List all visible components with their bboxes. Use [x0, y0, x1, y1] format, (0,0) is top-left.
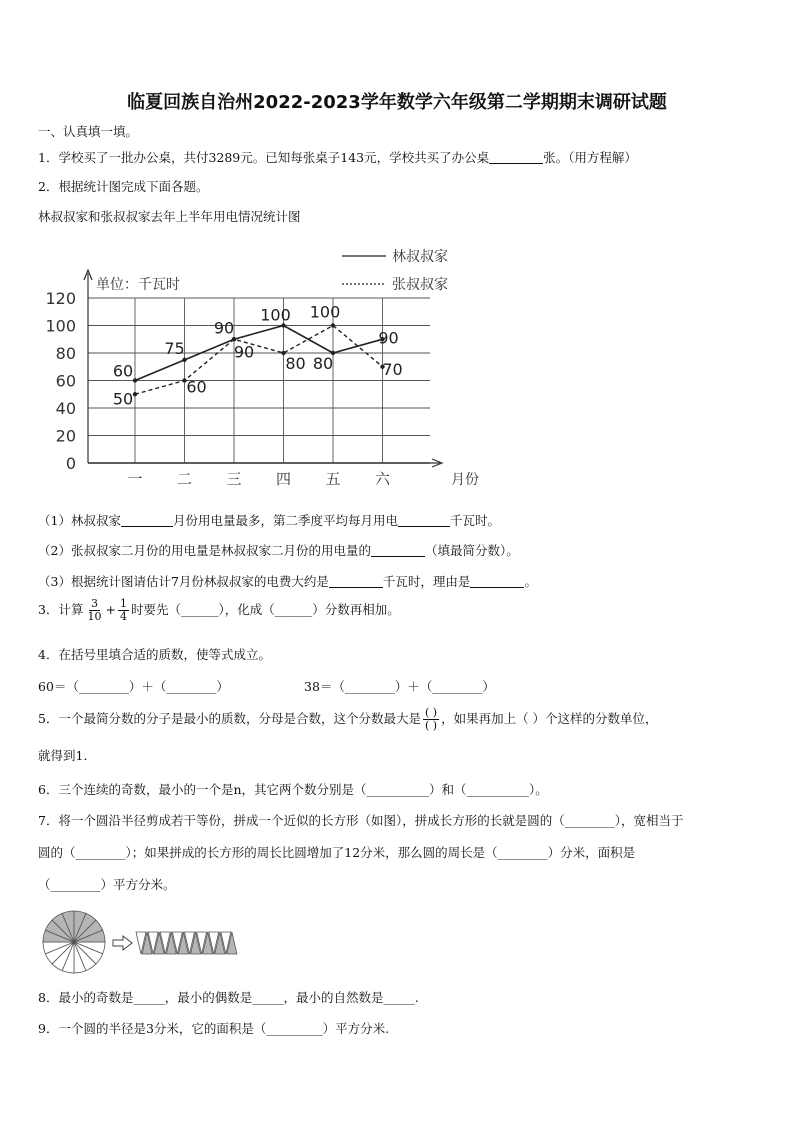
data-label: 100 — [309, 302, 341, 322]
question-4: 4．在括号里填合适的质数，使等式成立。 — [38, 647, 271, 662]
data-label: 75 — [164, 338, 185, 358]
x-tick-label: 六 — [374, 470, 391, 488]
question-5-text-b: ，如果再加上（ ）个这样的分数单位， — [441, 711, 658, 726]
page-title: 临夏回族自治州2022-2023学年数学六年级第二学期期末调研试题 — [127, 92, 667, 113]
question-2-3-text-a: （3）根据统计图请估计7月份林叔叔家的电费大约是 — [38, 574, 329, 589]
question-2-3-text-c: 。 — [524, 574, 537, 589]
question-2-2 — [38, 541, 519, 559]
y-tick-label: 20 — [55, 426, 76, 446]
question-5-continued: 就得到1． — [38, 748, 96, 763]
data-label: 60 — [112, 361, 134, 381]
legend-label: 林叔叔家 — [392, 249, 448, 265]
data-point — [331, 323, 335, 327]
cut-circle — [43, 911, 105, 973]
arrow-icon — [113, 936, 132, 950]
data-label: 80 — [312, 354, 334, 373]
data-point — [133, 378, 137, 382]
y-tick-label: 0 — [65, 454, 76, 473]
answer-blank — [329, 574, 383, 588]
answer-blank — [371, 543, 425, 557]
y-tick-label: 40 — [55, 399, 76, 418]
data-label: 90 — [233, 342, 255, 362]
question-7-line-2: 圆的（________）；如果拼成的长方形的周长比圆增加了12分米，那么圆的周长是（________）分米，面积是 — [38, 845, 636, 860]
question-2-1-text-b: 月份用电量最多，第二季度平均每月用电 — [172, 513, 398, 528]
series-line-zhang — [135, 326, 383, 395]
section-heading: 一、认真填一填。 — [38, 124, 139, 139]
circle-to-rectangle-figure — [40, 905, 240, 981]
question-7-line-1: 7．将一个圆沿半径剪成若干等份，拼成一个近似的长方形（如图），拼成长方形的长就是圆的（________），宽相当于 — [38, 813, 684, 828]
x-tick-label: 二 — [176, 470, 193, 488]
answer-blank — [121, 513, 173, 527]
approx-rectangle — [136, 932, 237, 954]
y-tick-label: 100 — [45, 316, 76, 336]
question-2-1-text-c: 千瓦时。 — [449, 513, 500, 528]
question-6: 6．三个连续的奇数，最小的一个是n，其它两个数分别是（__________）和（__________）。 — [38, 782, 548, 797]
data-point — [133, 392, 137, 396]
x-tick-label: 三 — [226, 470, 242, 488]
electricity-chart — [40, 238, 480, 492]
question-2-2-text-b: （填最简分数）。 — [424, 543, 519, 558]
plus-sign: + — [105, 602, 116, 617]
question-4-left-equation: 60＝（________）＋（________） — [38, 679, 229, 694]
question-2-3-text-b: 千瓦时，理由是 — [382, 574, 471, 589]
question-2-2-text-a: （2）张叔叔家二月份的用电量是林叔叔家二月份的用电量的 — [38, 543, 371, 558]
chart-canvas — [40, 238, 480, 488]
answer-blank — [470, 574, 524, 588]
data-label: 50 — [112, 389, 134, 409]
question-3-text-a: 3．计算 — [38, 602, 84, 617]
data-label: 60 — [186, 377, 207, 397]
question-2: 2．根据统计图完成下面各题。 — [38, 179, 209, 194]
answer-blank — [398, 513, 450, 527]
x-tick-label: 四 — [275, 470, 292, 488]
data-label: 90 — [378, 328, 399, 348]
unit-label: 单位：千瓦时 — [96, 277, 180, 293]
circle-rectangle-illustration — [40, 905, 240, 977]
question-2-1-text-a: （1）林叔叔家 — [38, 513, 121, 528]
question-9: 9．一个圆的半径是3分米，它的面积是（_________）平方分米. — [38, 1021, 390, 1036]
x-axis-label: 月份 — [451, 472, 479, 488]
question-7-line-3: （________）平方分米。 — [38, 877, 176, 892]
question-3 — [38, 598, 400, 623]
data-label: 90 — [213, 318, 235, 338]
question-2-3 — [38, 572, 537, 590]
fraction-3-10: $\frac{3}{10}$ — [87, 597, 102, 623]
x-tick-label: 一 — [127, 470, 143, 488]
blank-fraction: $\frac{( )}{( )}$ — [424, 706, 438, 732]
y-tick-label: 80 — [55, 344, 76, 363]
data-label: 70 — [382, 359, 403, 379]
question-2-1 — [38, 511, 500, 529]
answer-blank — [489, 150, 543, 164]
data-label: 100 — [260, 305, 291, 325]
question-1-tail: 张。（用方程解） — [543, 150, 637, 165]
fraction-1-4: $\frac{1}{4}$ — [119, 597, 127, 623]
question-8: 8．最小的奇数是_____，最小的偶数是_____，最小的自然数是_____. — [38, 990, 419, 1005]
data-point — [232, 337, 236, 341]
question-1 — [38, 148, 637, 166]
y-tick-label: 120 — [45, 289, 76, 308]
question-5 — [38, 707, 658, 732]
x-tick-label: 五 — [325, 470, 341, 488]
data-label: 80 — [285, 354, 306, 373]
y-tick-label: 60 — [55, 371, 76, 391]
question-4-right-equation: 38＝（________）＋（________） — [304, 679, 495, 694]
question-1-text: 1．学校买了一批办公桌，共付3289元。已知每张桌子143元，学校共买了办公桌 — [38, 150, 490, 165]
question-3-text-b: 时要先（______），化成（______）分数再相加。 — [130, 602, 400, 617]
chart-caption: 林叔叔家和张叔叔家去年上半年用电情况统计图 — [38, 209, 301, 224]
legend-label: 张叔叔家 — [392, 277, 448, 293]
question-5-text-a: 5．一个最简分数的分子是最小的质数，分母是合数，这个分数最大是 — [38, 711, 421, 726]
data-point — [182, 358, 186, 362]
